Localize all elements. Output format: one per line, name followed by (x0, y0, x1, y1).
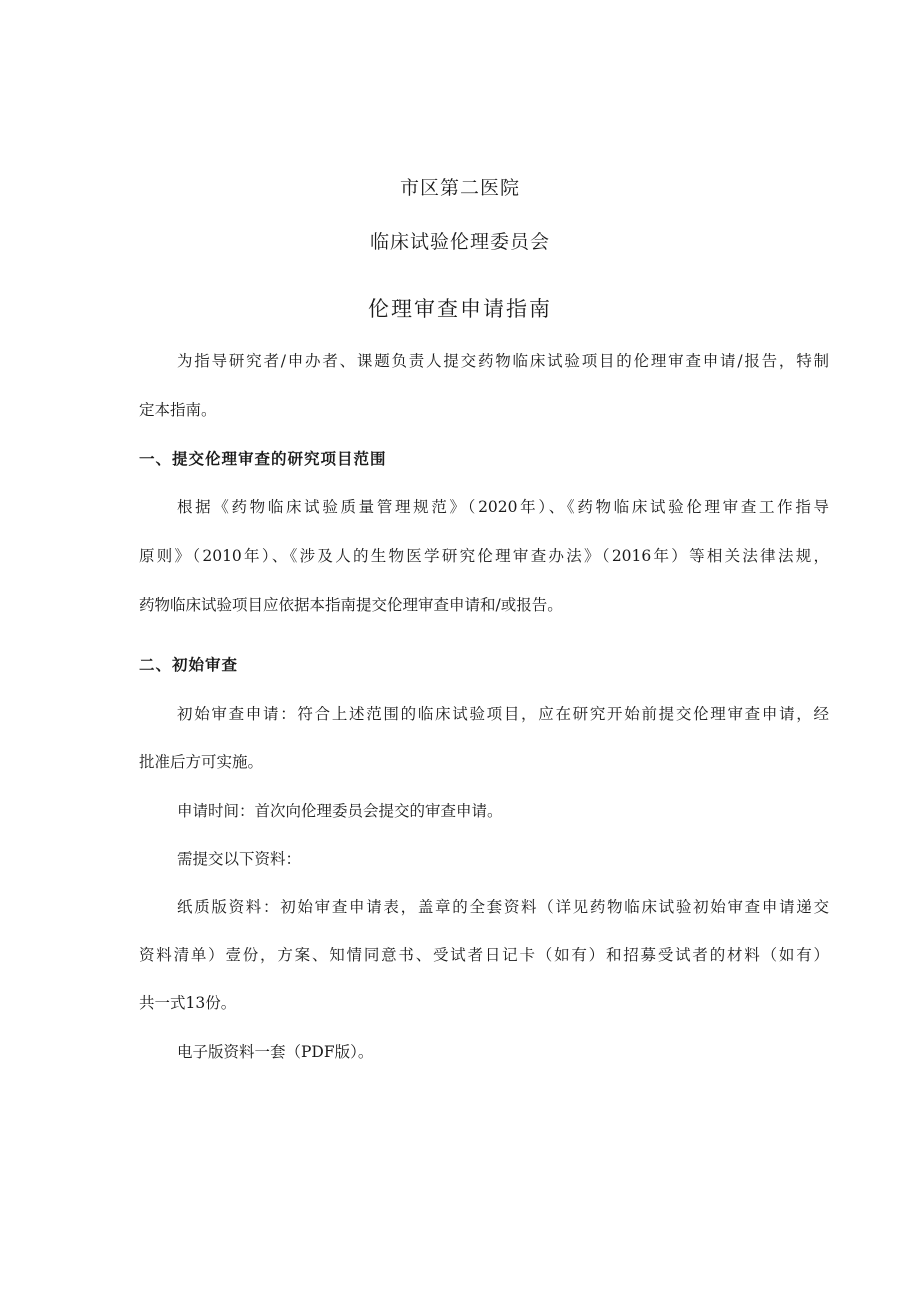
document-title: 伦理审查申请指南 (368, 297, 552, 321)
committee-name: 临床试验伦理委员会 (369, 231, 550, 253)
initial-review-line-1: 初始审查申请：符合上述范围的临床试验项目，应在研究开始前提交伦理审查申请，经 (177, 705, 829, 723)
section-1-line-2: 原则》（2010年）、《涉及人的生物医学研究伦理审查办法》（2016年）等相关法律法规， (139, 547, 829, 565)
section-1-line-3: 药物临床试验项目应依据本指南提交伦理审查申请和/或报告。 (139, 596, 563, 614)
required-materials-intro: 需提交以下资料： (177, 850, 302, 868)
section-1-line-1: 根据《药物临床试验质量管理规范》（2020年）、《药物临床试验伦理审查工作指导 (177, 498, 829, 516)
electronic-materials: 电子版资料一套（PDF版）。 (177, 1043, 374, 1061)
paper-materials-line-1: 纸质版资料：初始审查申请表，盖章的全套资料（详见药物临床试验初始审查申请递交 (177, 898, 829, 916)
section-1-heading: 一、提交伦理审查的研究项目范围 (139, 449, 387, 468)
paper-materials-line-2: 资料清单）壹份，方案、知情同意书、受试者日记卡（如有）和招募受试者的材料（如有） (139, 946, 829, 964)
intro-line-2: 定本指南。 (139, 401, 217, 419)
initial-review-line-2: 批准后方可实施。 (139, 753, 264, 771)
paper-materials-line-3: 共一式13份。 (139, 994, 237, 1012)
section-2-heading: 二、初始审查 (139, 655, 239, 674)
application-time: 申请时间：首次向伦理委员会提交的审查申请。 (177, 802, 503, 820)
intro-line-1: 为指导研究者/申办者、课题负责人提交药物临床试验项目的伦理审查申请/报告，特制 (177, 352, 829, 370)
hospital-name: 市区第二医院 (399, 177, 520, 199)
